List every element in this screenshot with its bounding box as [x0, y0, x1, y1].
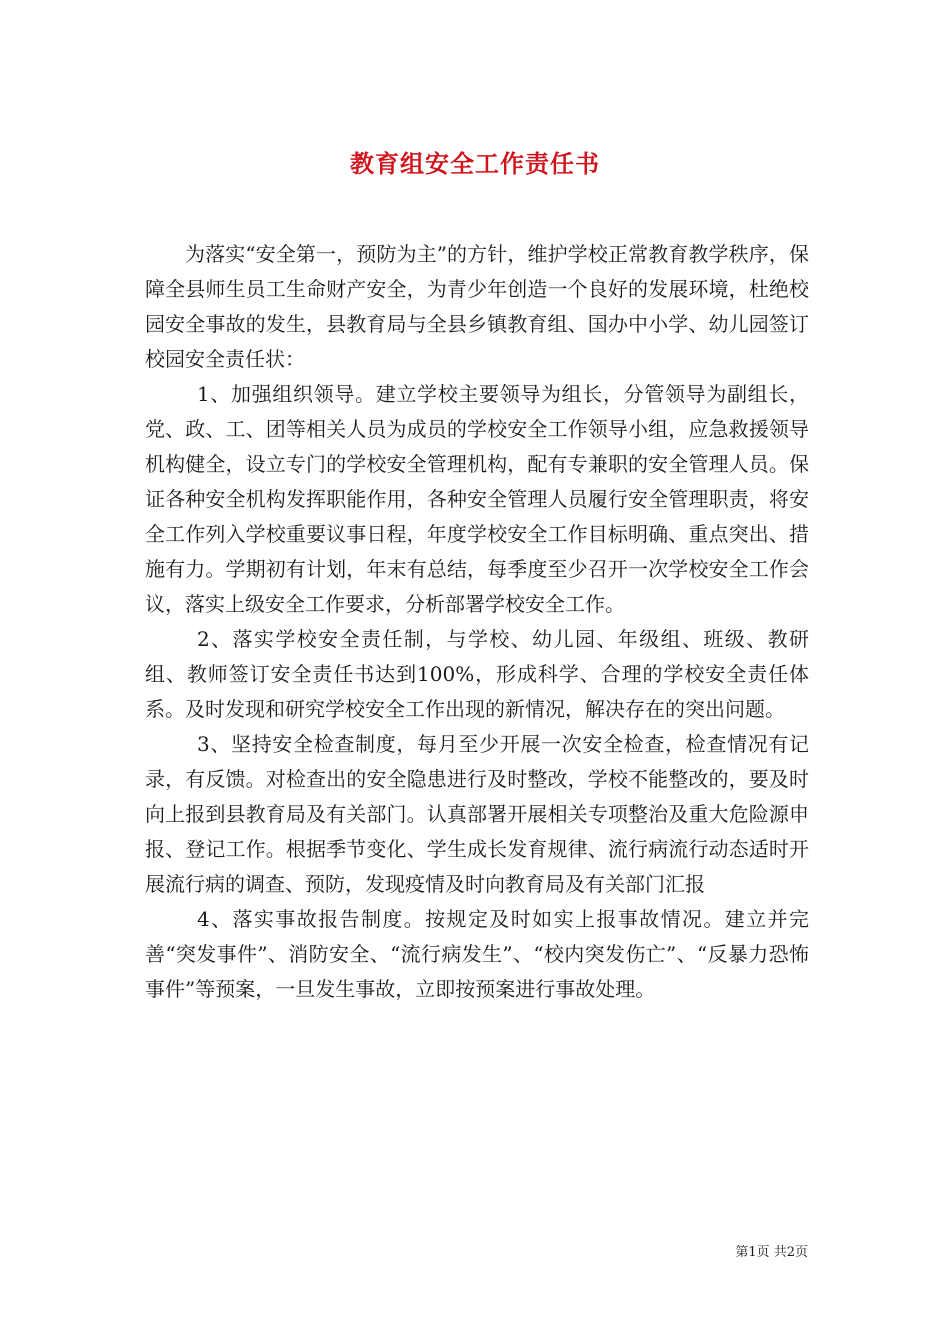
- document-title: 教育组安全工作责任书: [350, 149, 600, 179]
- page-number-footer: 第1页 共2页: [735, 1245, 808, 1260]
- clause-4-paragraph: 4、落实事故报告制度。按规定及时如实上报事故情况。建立并完善“突发事件”、消防安全、“流行病发生”、“校内突发伤亡”、“反暴力恐怖事件”等预案，一旦发生事故，立即按预案进行事故处理。: [145, 907, 809, 1001]
- intro-paragraph: 为落实“安全第一，预防为主”的方针，维护学校正常教育教学秩序，保障全县师生员工生命财产安全，为青少年创造一个良好的发展环境，杜绝校园安全事故的发生，县教育局与全县乡镇教育组、国办中小学、幼儿园签订校园安全责任状：: [145, 242, 809, 371]
- clause-1-paragraph: 1、加强组织领导。建立学校主要领导为组长，分管领导为副组长，党、政、工、团等相关人员为成员的学校安全工作领导小组，应急救援领导机构健全，设立专门的学校安全管理机构，配有专兼职的安全管理人员。保证各种安全机构发挥职能作用，各种安全管理人员履行安全管理职责，将安全工作列入学校重要议事日程，年度学校安全工作目标明确、重点突出、措施有力。学期初有计划，年末有总结，每季度至少召开一次学校安全工作会议，落实上级安全工作要求，分析部署学校安全工作。: [145, 382, 809, 616]
- document-body: [145, 237, 809, 1007]
- clause-3-paragraph: 3、坚持安全检查制度，每月至少开展一次安全检查，检查情况有记录，有反馈。对检查出的安全隐患进行及时整改，学校不能整改的，要及时向上报到县教育局及有关部门。认真部署开展相关专项整治及重大危险源申报、登记工作。根据季节变化、学生成长发育规律、流行病流行动态适时开展流行病的调查、预防，发现疫情及时向教育局及有关部门汇报: [145, 732, 809, 896]
- clause-2-paragraph: 2、落实学校安全责任制，与学校、幼儿园、年级组、班级、教研组、教师签订安全责任书达到100%，形成科学、合理的学校安全责任体系。及时发现和研究学校安全工作出现的新情况，解决存在的突出问题。: [145, 627, 809, 721]
